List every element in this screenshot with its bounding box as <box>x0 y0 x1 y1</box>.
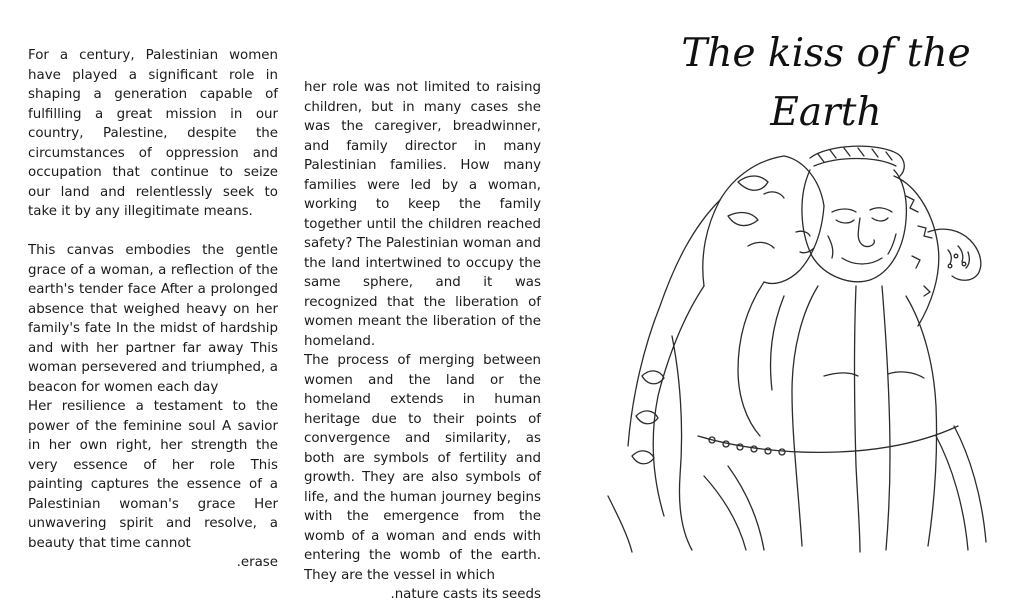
page-title <box>668 24 984 142</box>
text-column-left <box>28 46 278 573</box>
paragraph-history: For a century, Palestinian women have played a significant role in shaping a generation capable of fulfilling a great mission in our country, Palestine, despite the circumstances of oppression and occupation that continue to seize our land and relentlessly seek to take it by any illegitimate means. <box>28 48 278 219</box>
title-line-1: The kiss of the <box>681 31 971 76</box>
paragraph-resilience: Her resilience a testament to the power of the feminine soul A savior in her own right, her strength the very essence of her role This painting captures the essence of a Palestinian woman's grace Her unwavering spirit and resolve, a beauty that time cannot <box>28 399 278 551</box>
paragraph-canvas: This canvas embodies the gentle grace of a woman, a reflection of the earth's tender face After a prolonged absence that weighed heavy on her family's fate In the midst of hardship and with her partner far away This woman persevered and triumphed, a beacon for women each day <box>28 243 278 395</box>
text-column-middle <box>304 78 541 605</box>
sketch-embracing-couple-icon <box>588 136 1008 556</box>
paragraph-role: her role was not limited to raising children, but in many cases she was the caregiver, breadwinner, and family director in many Palestinian families. How many families were led by a woman, working to keep the family together until the children reached safety? The Palestinian woman and the land intertwined to occupy the same sphere, and it was recognized that the liberation of women meant the liberation of the homeland. <box>304 80 541 349</box>
paragraph-merging-end: .nature casts its seeds <box>390 587 541 602</box>
paragraph-merging: The process of merging between women and the land or the homeland extends in human heritage due to their points of convergence and similarity, as both are symbols of fertility and growth. They are also symbols of life, and the human journey begins with the emergence from the womb of a woman and ends with entering the womb of the earth. They are the vessel in which <box>304 353 541 583</box>
paragraph-resilience-end: .erase <box>236 555 278 570</box>
title-line-2: Earth <box>770 90 882 135</box>
